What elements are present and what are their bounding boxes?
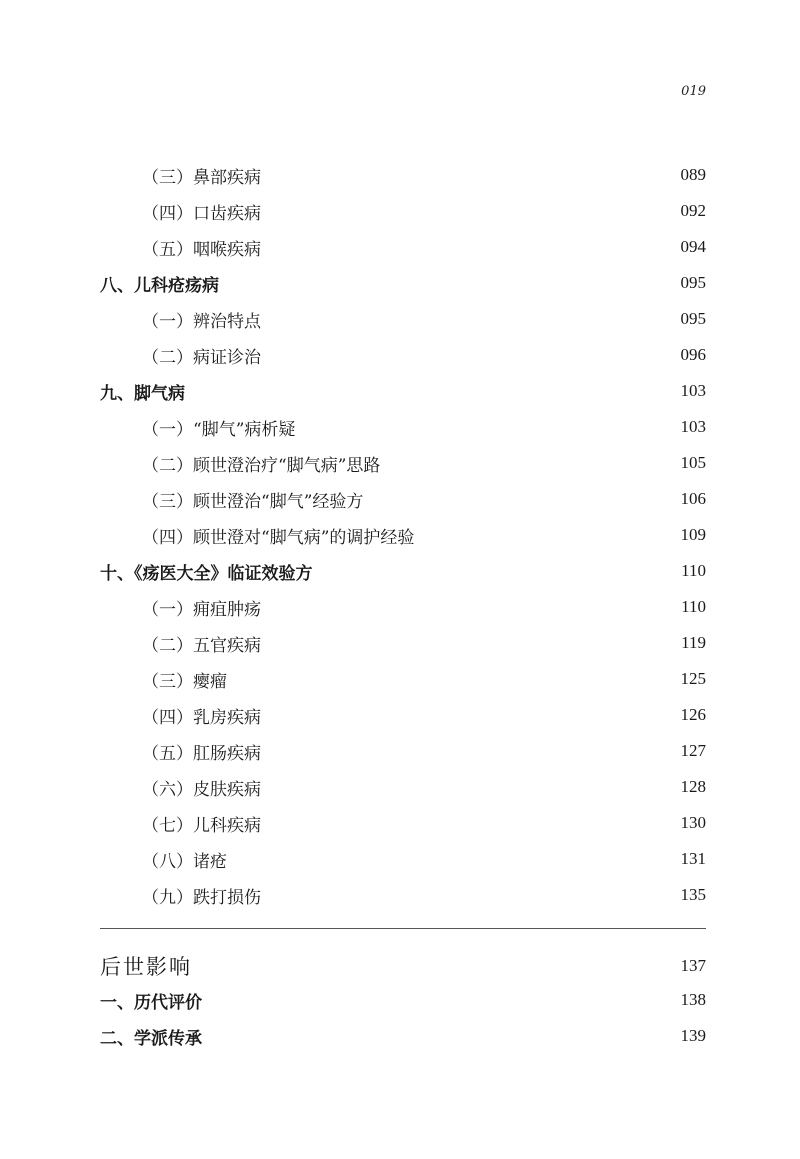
- toc-entry-label: （二）病证诊治: [142, 347, 261, 368]
- toc-entry-label: （一）痈疽肿疡: [142, 599, 261, 620]
- toc-entry[interactable]: [100, 769, 706, 805]
- toc-entry-label: （三）瘿瘤: [142, 671, 227, 692]
- toc-entry[interactable]: [100, 841, 706, 877]
- toc-entry-label: （四）口齿疾病: [142, 203, 261, 224]
- toc-section-page: 139: [680, 1026, 706, 1045]
- toc-entry-label: （七）儿科疾病: [142, 815, 261, 836]
- toc-section-page: 110: [681, 561, 706, 580]
- toc-entry-page: 110: [681, 597, 706, 616]
- toc-section-page: 103: [680, 381, 706, 400]
- toc-section[interactable]: [100, 373, 706, 409]
- toc-entry-label: （四）乳房疾病: [142, 707, 261, 728]
- toc-entry-page: 095: [680, 309, 706, 328]
- toc-entry[interactable]: [100, 445, 706, 481]
- toc-entry-label: （一）辨治特点: [142, 311, 261, 332]
- toc-entry-label: （三）顾世澄治“脚气”经验方: [142, 491, 364, 512]
- section-divider: [100, 928, 706, 929]
- toc-section-label: 一、历代评价: [100, 992, 202, 1013]
- toc-entry-page: 109: [680, 525, 706, 544]
- toc-entry-page: 126: [680, 705, 706, 724]
- toc-entry-page: 096: [680, 345, 706, 364]
- toc-entry-page: 125: [680, 669, 706, 688]
- toc-entry-label: （五）咽喉疾病: [142, 239, 261, 260]
- toc-entry[interactable]: [100, 301, 706, 337]
- toc-entry-page: 103: [680, 417, 706, 436]
- toc-section-label: 十、《疡医大全》临证效验方: [100, 563, 313, 584]
- toc-entry-page: 089: [680, 165, 706, 184]
- toc-entry-label: （二）顾世澄治疗“脚气病”思路: [142, 455, 381, 476]
- toc-part-label: 后世影响: [100, 955, 192, 979]
- toc-entry-page: 094: [680, 237, 706, 256]
- toc-entry[interactable]: [100, 337, 706, 373]
- toc-entry-page: 135: [680, 885, 706, 904]
- toc-entry[interactable]: [100, 697, 706, 733]
- toc-entry-label: （一）“脚气”病析疑: [142, 419, 296, 440]
- toc-section[interactable]: [100, 1018, 706, 1054]
- toc-entry-page: 092: [680, 201, 706, 220]
- toc-section-label: 九、脚气病: [100, 383, 185, 404]
- toc-section-page: 095: [680, 273, 706, 292]
- toc-entry[interactable]: [100, 157, 706, 193]
- toc-entry[interactable]: [100, 229, 706, 265]
- toc-entry[interactable]: [100, 661, 706, 697]
- toc-entry-label: （二）五官疾病: [142, 635, 261, 656]
- page-number: 019: [681, 84, 706, 99]
- toc-entry[interactable]: [100, 877, 706, 913]
- toc-section[interactable]: [100, 982, 706, 1018]
- toc-entry-page: 130: [680, 813, 706, 832]
- toc-entry-label: （六）皮肤疾病: [142, 779, 261, 800]
- toc-entry-page: 127: [680, 741, 706, 760]
- toc-entry-page: 106: [680, 489, 706, 508]
- toc-entry[interactable]: [100, 589, 706, 625]
- toc-part[interactable]: [100, 948, 706, 984]
- toc-section[interactable]: [100, 553, 706, 589]
- toc-entry-page: 119: [681, 633, 706, 652]
- toc-entry[interactable]: [100, 805, 706, 841]
- toc-entry-label: （九）跌打损伤: [142, 887, 261, 908]
- toc-section-label: 二、学派传承: [100, 1028, 202, 1049]
- toc-entry[interactable]: [100, 733, 706, 769]
- toc-entry[interactable]: [100, 193, 706, 229]
- toc-section-page: 138: [680, 990, 706, 1009]
- toc-entry-label: （三）鼻部疾病: [142, 167, 261, 188]
- toc-entry[interactable]: [100, 625, 706, 661]
- toc-section[interactable]: [100, 265, 706, 301]
- toc-entry-label: （四）顾世澄对“脚气病”的调护经验: [142, 527, 415, 548]
- toc-entry-page: 128: [680, 777, 706, 796]
- toc-entry[interactable]: [100, 517, 706, 553]
- toc-entry-page: 131: [680, 849, 706, 868]
- toc-entry-page: 105: [680, 453, 706, 472]
- toc-entry-label: （八）诸疮: [142, 851, 227, 872]
- toc-section-label: 八、儿科疮疡病: [100, 275, 219, 296]
- toc-part-page: 137: [680, 956, 706, 975]
- toc-entry[interactable]: [100, 481, 706, 517]
- toc-entry-label: （五）肛肠疾病: [142, 743, 261, 764]
- toc-entry[interactable]: [100, 409, 706, 445]
